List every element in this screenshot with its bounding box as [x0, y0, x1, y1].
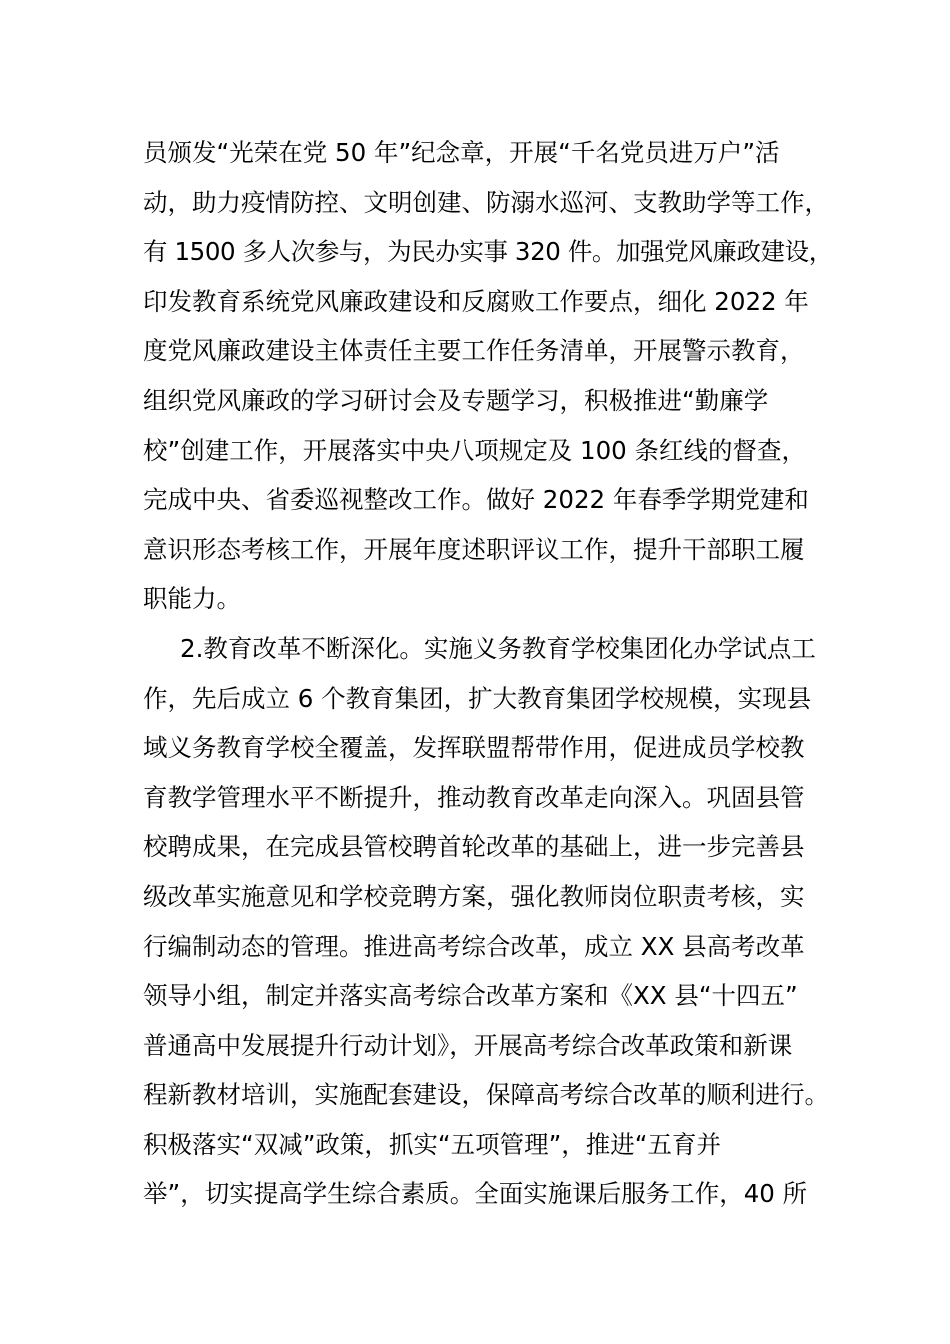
text-line: 校聘成果，在完成县管校聘首轮改革的基础上，进一步完善县 [143, 832, 805, 862]
text-line: 领导小组，制定并落实高考综合改革方案和《XX 县“十四五” [143, 981, 798, 1011]
text-line: 有 1500 多人次参与，为民办实事 320 件。加强党风廉政建设， [143, 237, 833, 267]
text-line: 印发教育系统党风廉政建设和反腐败工作要点，细化 2022 年 [143, 286, 809, 316]
text-line: 育教学管理水平不断提升，推动教育改革走向深入。巩固县管 [143, 782, 805, 812]
body-text [143, 128, 833, 1219]
text-line: 举”，切实提高学生综合素质。全面实施课后服务工作，40 所 [143, 1179, 808, 1209]
text-line: 员颁发“光荣在党 50 年”纪念章，开展“千名党员进万户”活 [143, 138, 780, 167]
text-line: 校”创建工作，开展落实中央八项规定及 100 条红线的督查， [143, 435, 807, 465]
paragraph-start-line: 2.教育改革不断深化。实施义务教育学校集团化办学试点工 [180, 633, 816, 663]
text-line: 作，先后成立 6 个教育集团，扩大教育集团学校规模，实现县 [143, 683, 812, 713]
text-line: 程新教材培训，实施配套建设，保障高考综合改革的顺利进行。 [143, 1080, 829, 1110]
text-line: 职能力。 [143, 584, 241, 614]
text-line: 组织党风廉政的学习研讨会及专题学习，积极推进“勤廉学 [143, 385, 769, 415]
text-line: 度党风廉政建设主体责任主要工作任务清单，开展警示教育， [143, 336, 805, 366]
text-line: 动，助力疫情防控、文明创建、防溺水巡河、支教助学等工作， [143, 187, 829, 217]
text-line: 积极落实“双减”政策，抓实“五项管理”，推进“五育并 [143, 1129, 721, 1159]
text-line: 域义务教育学校全覆盖，发挥联盟帮带作用，促进成员学校教 [143, 733, 805, 763]
text-line: 意识形态考核工作，开展年度述职评议工作，提升干部职工履 [143, 534, 805, 564]
text-line: 级改革实施意见和学校竞聘方案，强化教师岗位职责考核，实 [143, 881, 805, 911]
text-line: 完成中央、省委巡视整改工作。做好 2022 年春季学期党建和 [143, 485, 809, 515]
text-line: 普通高中发展提升行动计划》，开展高考综合改革政策和新课 [143, 1030, 793, 1060]
text-line: 行编制动态的管理。推进高考综合改革，成立 XX 县高考改革 [143, 931, 805, 961]
